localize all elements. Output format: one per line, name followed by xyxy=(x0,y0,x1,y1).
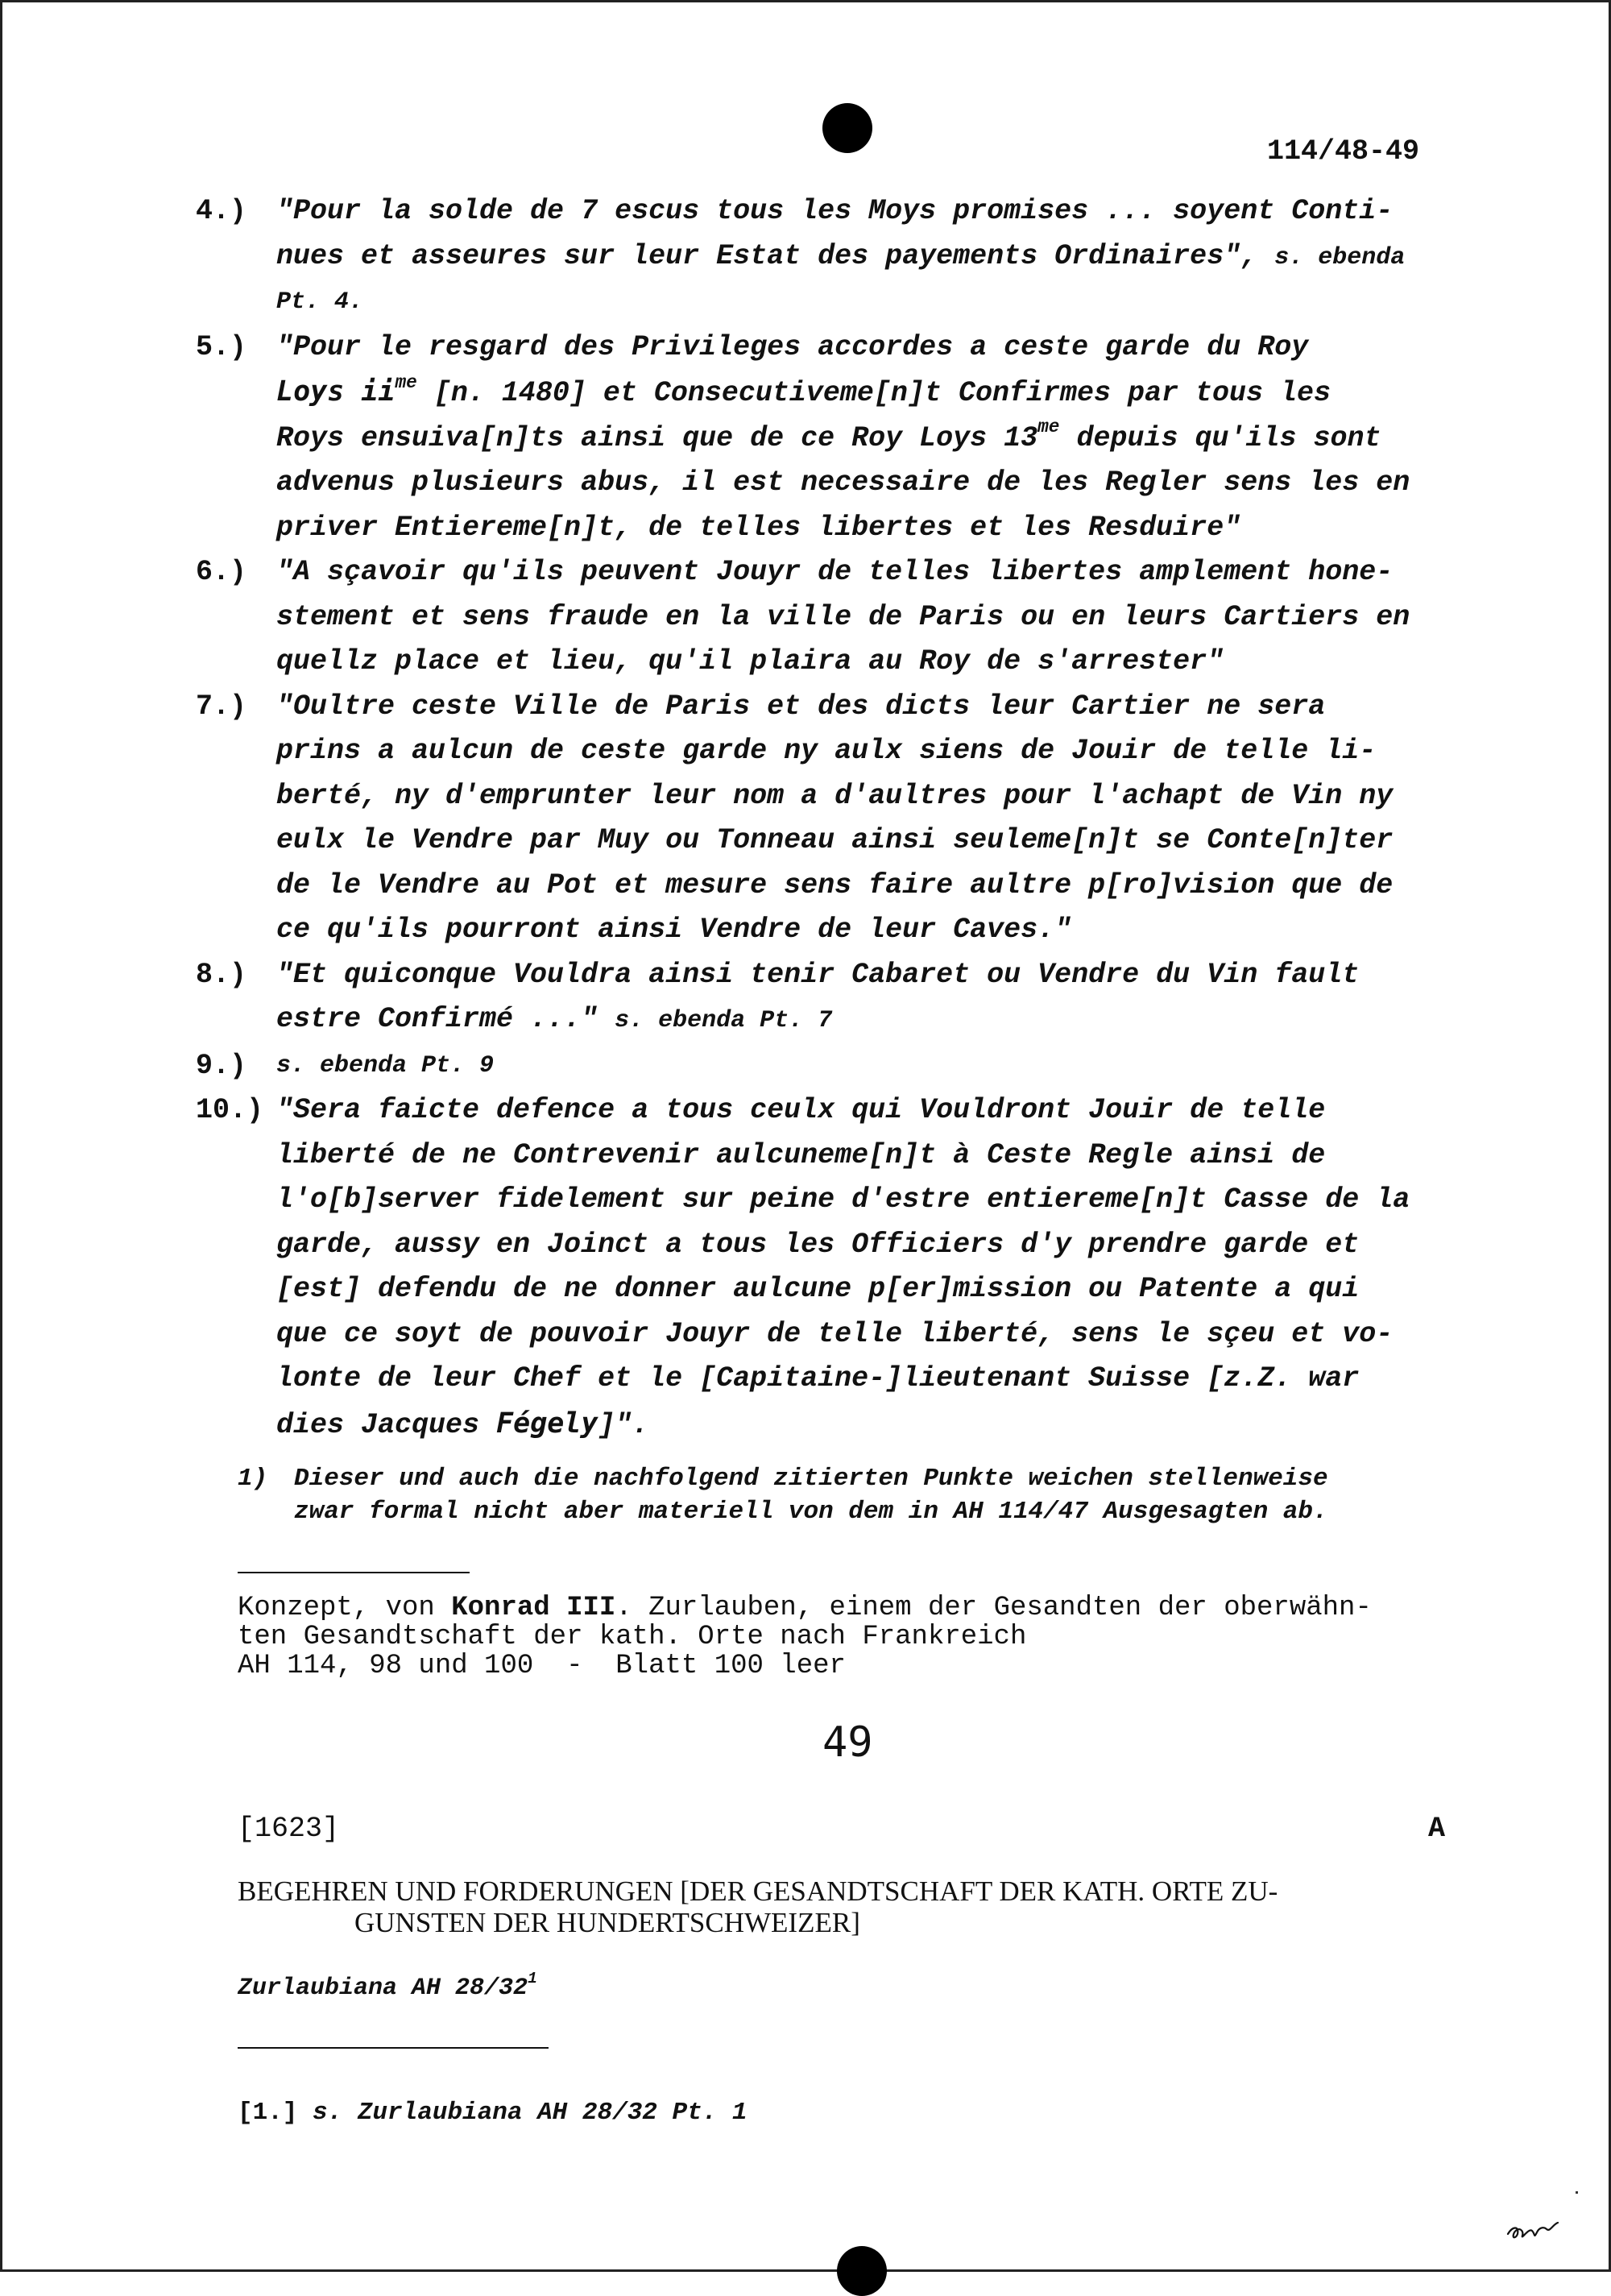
source-text: . Zurlauben, einem der Gesandten der oberwähn- xyxy=(615,1593,1372,1623)
footnote-line: Dieser und auch die nachfolgend zitierten Punkte weichen stellenweise xyxy=(294,1465,1328,1493)
item-line: l'o[b]server fidelement sur peine d'estre entiereme[n]t Casse de la xyxy=(276,1183,1410,1216)
source-line: AH 114, 98 und 100 - Blatt 100 leer xyxy=(238,1651,846,1681)
item-9 xyxy=(196,1044,1460,1089)
item-number: 5.) xyxy=(196,330,247,363)
item-line: priver Entiereme[n]t, de telles libertes et les Resduire" xyxy=(276,511,1241,544)
item-number: 9.) xyxy=(196,1049,247,1082)
item-line: de le Vendre au Pot et mesure sens faire aultre p[ro]vision que de xyxy=(276,868,1394,901)
title-line: GUNSTEN DER HUNDERTSCHWEIZER] xyxy=(354,1907,860,1938)
item-line-rest: depuis qu'ils sont xyxy=(1059,421,1381,454)
item-line-with-ref xyxy=(276,997,1460,1044)
item-line: advenus plusieurs abus, il est necessaire de les Regler sens les en xyxy=(276,466,1410,499)
person-name: Fégely xyxy=(496,1407,598,1440)
item-number: 4.) xyxy=(196,195,247,227)
item-line: ce qu'ils pourront ainsi Vendre de leur Caves." xyxy=(276,914,1072,946)
item-line: prins a aulcun de ceste garde ny aulx siens de Jouir de telle li- xyxy=(276,735,1377,767)
item-line: lonte de leur Chef et le [Capitaine-]lieutenant Suisse [z.Z. war xyxy=(276,1362,1360,1395)
item-5 xyxy=(196,325,1460,551)
item-line: "Et quiconque Vouldra ainsi tenir Cabaret ou Vendre du Vin fault xyxy=(276,958,1360,991)
item-line: que ce soyt de pouvoir Jouyr de telle liberté, sens le sçeu et vo- xyxy=(276,1317,1394,1350)
item-line: [est] defendu de ne donner aulcune p[er]mission ou Patente a qui xyxy=(276,1273,1360,1305)
item-line: "A sçavoir qu'ils peuvent Jouyr de telles libertes amplement hone- xyxy=(276,556,1394,588)
punch-hole-top xyxy=(822,103,872,153)
source-text: Konzept, von xyxy=(238,1593,452,1623)
item-line-with-ref xyxy=(276,234,1460,281)
item-10 xyxy=(196,1088,1460,1448)
item-line: liberté de ne Contrevenir aulcuneme[n]t à Ceste Regle ainsi de xyxy=(276,1138,1326,1171)
item-number: 6.) xyxy=(196,556,247,588)
source-line-1 xyxy=(238,1594,1372,1623)
footnote-line: zwar formal nicht aber materiell von dem in AH 114/47 Ausgesagten ab. xyxy=(294,1498,1328,1526)
bottom-footnote xyxy=(238,2099,748,2127)
page-number: 49 xyxy=(822,1718,873,1767)
item-line: quellz place et lieu, qu'il plaira au Roy de s'arrester" xyxy=(276,645,1224,678)
king-name: Loys ii xyxy=(276,375,396,408)
item-7 xyxy=(196,685,1460,953)
archive-reference xyxy=(238,1970,537,2002)
footnote-number: [1.] xyxy=(238,2099,298,2127)
item-line: eulx le Vendre par Muy ou Tonneau ainsi seuleme[n]t se Conte[n]ter xyxy=(276,824,1394,856)
item-reference-tail: Pt. 4. xyxy=(276,288,364,316)
footnote-text: s. Zurlaubiana AH 28/32 Pt. 1 xyxy=(313,2099,748,2127)
ink-dot xyxy=(1576,2191,1578,2194)
item-line: estre Confirmé ..." xyxy=(276,1003,615,1035)
item-line: garde, aussy en Joinct a tous les Officiers d'y prendre garde et xyxy=(276,1228,1360,1261)
item-line-pre: dies Jacques xyxy=(276,1408,497,1441)
item-reference: s. ebenda Pt. 7 xyxy=(615,1007,833,1034)
item-number: 7.) xyxy=(196,690,247,723)
item-6 xyxy=(196,550,1460,685)
item-line-post: ]". xyxy=(598,1408,649,1441)
item-line: stement et sens fraude en la ville de Paris ou en leurs Cartiers en xyxy=(276,600,1410,633)
item-line: berté, ny d'emprunter leur nom a d'aultres pour l'achapt de Vin ny xyxy=(276,779,1394,812)
item-line: nues et asseures sur leur Estat des payements Ordinaires", xyxy=(276,239,1275,272)
item-line-2 xyxy=(276,370,1460,417)
handwritten-mark-icon xyxy=(1505,2218,1561,2245)
source-note xyxy=(238,1594,1372,1681)
numbered-items xyxy=(196,189,1460,1448)
item-4 xyxy=(196,189,1460,325)
author-name: Konrad III xyxy=(451,1593,616,1623)
separator-rule xyxy=(238,1572,470,1573)
item-number: 8.) xyxy=(196,958,247,991)
item-line-pre: Roys ensuiva[n]ts ainsi que de ce Roy Loys 13 xyxy=(276,421,1038,454)
item-line: "Pour le resgard des Privileges accordes a ceste garde du Roy xyxy=(276,330,1309,363)
item-line-rest: [n. 1480] et Consecutiveme[n]t Confirmes par tous les xyxy=(416,377,1331,409)
item-8 xyxy=(196,953,1460,1044)
item-line: "Pour la solde de 7 escus tous les Moys promises ... soyent Conti- xyxy=(276,195,1394,227)
item-line: "Oultre ceste Ville de Paris et des dicts leur Cartier ne sera xyxy=(276,690,1326,723)
item-reference: s. ebenda xyxy=(1274,243,1406,271)
title-line: BEGEHREN UND FORDERUNGEN [DER GESANDTSCHAFT DER KATH. ORTE ZU- xyxy=(238,1875,1278,1907)
item-line-last xyxy=(276,1402,1460,1448)
item-line: "Sera faicte defence a tous ceulx qui Vouldront Jouir de telle xyxy=(276,1094,1326,1126)
superscript: me xyxy=(1037,417,1060,438)
item-number: 10.) xyxy=(196,1094,264,1126)
document-title xyxy=(238,1875,1278,1938)
superscript: 1 xyxy=(528,1970,537,1988)
item-line-3 xyxy=(276,417,1460,462)
punch-hole-bottom xyxy=(837,2246,887,2296)
separator-rule xyxy=(238,2047,549,2049)
source-line: ten Gesandtschaft der kath. Orte nach Frankreich xyxy=(238,1622,1027,1652)
document-reference: 114/48-49 xyxy=(1267,135,1420,168)
archive-text: Zurlaubiana AH 28/32 xyxy=(238,1975,528,2002)
document-date: [1623] xyxy=(238,1813,340,1845)
footnote xyxy=(238,1462,1328,1528)
superscript: me xyxy=(395,371,417,393)
footnote-number: 1) xyxy=(238,1465,268,1493)
document-letter: A xyxy=(1428,1813,1446,1845)
item-reference: s. ebenda Pt. 9 xyxy=(276,1051,495,1080)
